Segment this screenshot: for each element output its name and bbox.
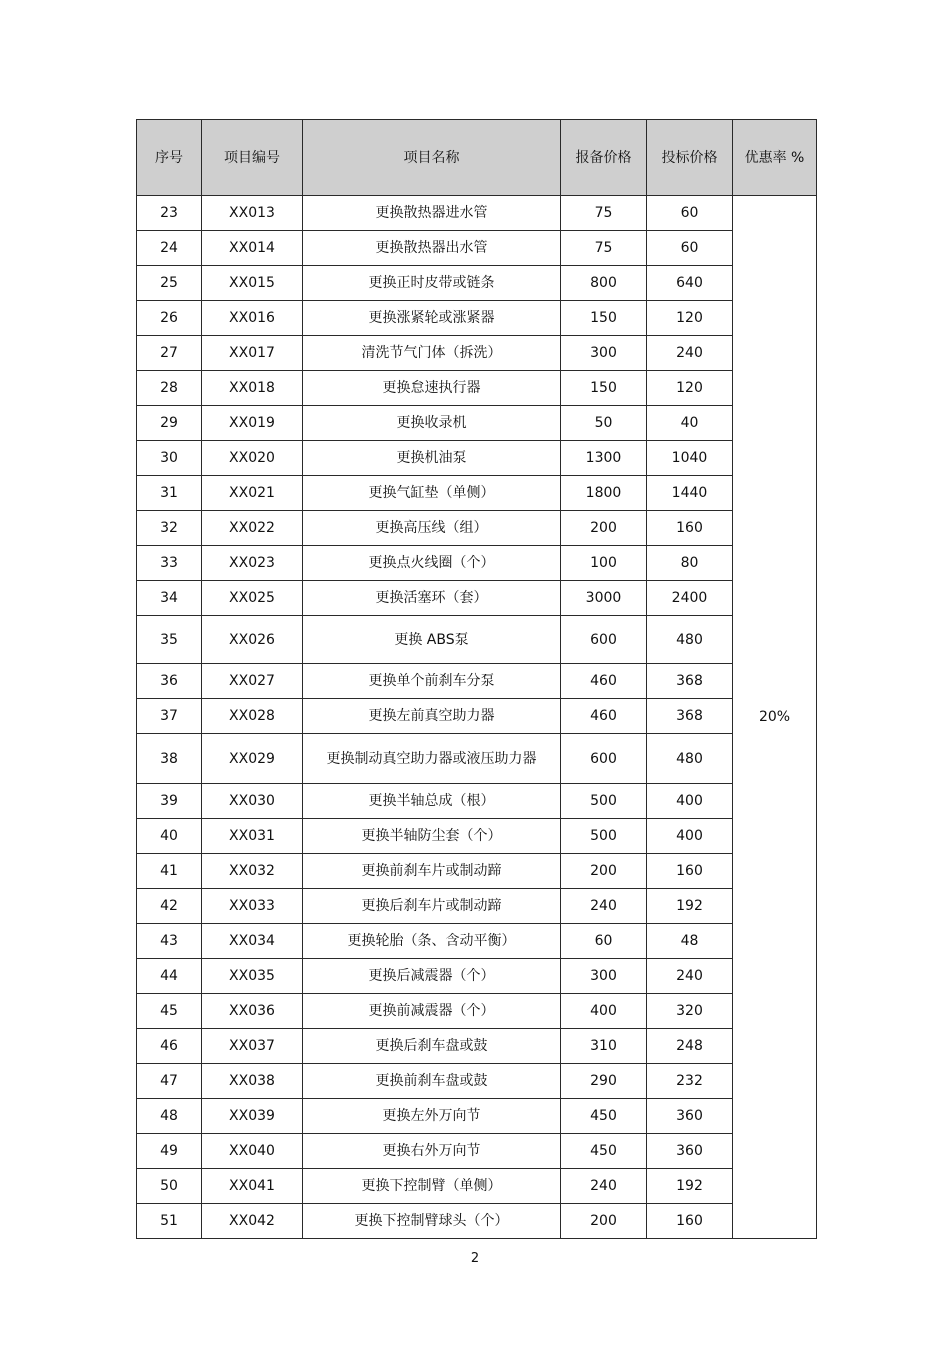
table-row [137, 546, 817, 581]
cell-list-price: 240 [561, 889, 647, 924]
cell-list-price: 200 [561, 1204, 647, 1239]
cell-name: 更换后刹车片或制动蹄 [303, 889, 561, 924]
cell-name: 清洗节气门体（拆洗） [303, 336, 561, 371]
cell-code: XX029 [202, 734, 303, 784]
table-row [137, 1064, 817, 1099]
cell-code: XX021 [202, 476, 303, 511]
cell-name: 更换右外万向节 [303, 1134, 561, 1169]
cell-bid-price: 320 [647, 994, 733, 1029]
cell-seq: 26 [137, 301, 202, 336]
table-row [137, 1134, 817, 1169]
table-row [137, 266, 817, 301]
cell-seq: 48 [137, 1099, 202, 1134]
cell-seq: 23 [137, 196, 202, 231]
cell-code: XX027 [202, 664, 303, 699]
cell-bid-price: 368 [647, 664, 733, 699]
cell-bid-price: 1040 [647, 441, 733, 476]
cell-name: 更换点火线圈（个） [303, 546, 561, 581]
cell-list-price: 3000 [561, 581, 647, 616]
cell-seq: 49 [137, 1134, 202, 1169]
page-number: 2 [470, 1251, 480, 1266]
cell-name: 更换半轴防尘套（个） [303, 819, 561, 854]
cell-name: 更换散热器出水管 [303, 231, 561, 266]
table-row [137, 1099, 817, 1134]
cell-bid-price: 192 [647, 1169, 733, 1204]
cell-name: 更换下控制臂球头（个） [303, 1204, 561, 1239]
cell-bid-price: 60 [647, 196, 733, 231]
cell-name: 更换半轴总成（根） [303, 784, 561, 819]
cell-bid-price: 360 [647, 1134, 733, 1169]
cell-seq: 27 [137, 336, 202, 371]
table-row [137, 1029, 817, 1064]
cell-code: XX014 [202, 231, 303, 266]
cell-code: XX030 [202, 784, 303, 819]
cell-name: 更换左外万向节 [303, 1099, 561, 1134]
cell-name: 更换高压线（组） [303, 511, 561, 546]
cell-name: 更换收录机 [303, 406, 561, 441]
cell-seq: 33 [137, 546, 202, 581]
cell-list-price: 150 [561, 371, 647, 406]
cell-seq: 40 [137, 819, 202, 854]
table-row [137, 889, 817, 924]
cell-list-price: 100 [561, 546, 647, 581]
cell-code: XX016 [202, 301, 303, 336]
cell-code: XX041 [202, 1169, 303, 1204]
cell-bid-price: 240 [647, 336, 733, 371]
cell-bid-price: 160 [647, 511, 733, 546]
cell-seq: 38 [137, 734, 202, 784]
cell-bid-price: 232 [647, 1064, 733, 1099]
cell-bid-price: 2400 [647, 581, 733, 616]
header-discount: 优惠率 % [733, 120, 817, 196]
cell-list-price: 1300 [561, 441, 647, 476]
cell-name: 更换 ABS泵 [303, 616, 561, 664]
cell-seq: 28 [137, 371, 202, 406]
cell-name: 更换下控制臂（单侧） [303, 1169, 561, 1204]
cell-list-price: 800 [561, 266, 647, 301]
cell-code: XX026 [202, 616, 303, 664]
cell-list-price: 50 [561, 406, 647, 441]
cell-code: XX018 [202, 371, 303, 406]
table-row [137, 406, 817, 441]
cell-seq: 45 [137, 994, 202, 1029]
cell-seq: 43 [137, 924, 202, 959]
cell-list-price: 450 [561, 1099, 647, 1134]
cell-list-price: 460 [561, 699, 647, 734]
cell-seq: 50 [137, 1169, 202, 1204]
table-row [137, 581, 817, 616]
cell-discount-rate: 20% [733, 196, 817, 1239]
cell-list-price: 200 [561, 511, 647, 546]
cell-seq: 37 [137, 699, 202, 734]
table-body [137, 196, 817, 1239]
cell-list-price: 75 [561, 196, 647, 231]
cell-code: XX039 [202, 1099, 303, 1134]
table-row [137, 231, 817, 266]
cell-bid-price: 480 [647, 616, 733, 664]
cell-bid-price: 80 [647, 546, 733, 581]
cell-code: XX036 [202, 994, 303, 1029]
cell-name: 更换机油泵 [303, 441, 561, 476]
header-list-price: 报备价格 [561, 120, 647, 196]
price-table [136, 119, 817, 1239]
cell-name: 更换气缸垫（单侧） [303, 476, 561, 511]
cell-seq: 24 [137, 231, 202, 266]
cell-code: XX031 [202, 819, 303, 854]
cell-name: 更换左前真空助力器 [303, 699, 561, 734]
cell-bid-price: 480 [647, 734, 733, 784]
cell-seq: 41 [137, 854, 202, 889]
cell-bid-price: 240 [647, 959, 733, 994]
cell-bid-price: 400 [647, 784, 733, 819]
cell-list-price: 300 [561, 336, 647, 371]
cell-list-price: 450 [561, 1134, 647, 1169]
cell-code: XX040 [202, 1134, 303, 1169]
cell-seq: 46 [137, 1029, 202, 1064]
cell-code: XX035 [202, 959, 303, 994]
cell-bid-price: 400 [647, 819, 733, 854]
cell-list-price: 600 [561, 616, 647, 664]
cell-bid-price: 1440 [647, 476, 733, 511]
cell-bid-price: 368 [647, 699, 733, 734]
table-row [137, 196, 817, 231]
cell-bid-price: 192 [647, 889, 733, 924]
cell-seq: 34 [137, 581, 202, 616]
table-row [137, 924, 817, 959]
cell-code: XX034 [202, 924, 303, 959]
table-row [137, 994, 817, 1029]
cell-name: 更换后刹车盘或鼓 [303, 1029, 561, 1064]
cell-list-price: 310 [561, 1029, 647, 1064]
cell-list-price: 400 [561, 994, 647, 1029]
cell-code: XX028 [202, 699, 303, 734]
table-row [137, 819, 817, 854]
cell-bid-price: 640 [647, 266, 733, 301]
table-row [137, 854, 817, 889]
header-name: 项目名称 [303, 120, 561, 196]
cell-code: XX020 [202, 441, 303, 476]
table-row [137, 1169, 817, 1204]
cell-name: 更换正时皮带或链条 [303, 266, 561, 301]
cell-seq: 35 [137, 616, 202, 664]
table-row [137, 371, 817, 406]
cell-code: XX015 [202, 266, 303, 301]
table-row [137, 441, 817, 476]
table-row [137, 784, 817, 819]
cell-bid-price: 160 [647, 854, 733, 889]
cell-code: XX032 [202, 854, 303, 889]
cell-name: 更换前刹车片或制动蹄 [303, 854, 561, 889]
cell-seq: 47 [137, 1064, 202, 1099]
cell-bid-price: 160 [647, 1204, 733, 1239]
cell-list-price: 240 [561, 1169, 647, 1204]
cell-name: 更换前减震器（个） [303, 994, 561, 1029]
cell-list-price: 290 [561, 1064, 647, 1099]
cell-bid-price: 40 [647, 406, 733, 441]
table-row [137, 1204, 817, 1239]
cell-code: XX017 [202, 336, 303, 371]
cell-seq: 44 [137, 959, 202, 994]
cell-bid-price: 120 [647, 371, 733, 406]
cell-seq: 30 [137, 441, 202, 476]
cell-code: XX033 [202, 889, 303, 924]
cell-seq: 39 [137, 784, 202, 819]
cell-seq: 42 [137, 889, 202, 924]
table-row [137, 664, 817, 699]
table-row [137, 476, 817, 511]
cell-code: XX022 [202, 511, 303, 546]
cell-seq: 32 [137, 511, 202, 546]
cell-list-price: 600 [561, 734, 647, 784]
cell-list-price: 200 [561, 854, 647, 889]
cell-name: 更换后减震器（个） [303, 959, 561, 994]
table-row [137, 336, 817, 371]
cell-name: 更换涨紧轮或涨紧器 [303, 301, 561, 336]
header-code: 项目编号 [202, 120, 303, 196]
cell-seq: 51 [137, 1204, 202, 1239]
cell-code: XX042 [202, 1204, 303, 1239]
cell-name: 更换单个前刹车分泵 [303, 664, 561, 699]
cell-seq: 36 [137, 664, 202, 699]
cell-bid-price: 248 [647, 1029, 733, 1064]
cell-code: XX013 [202, 196, 303, 231]
cell-list-price: 460 [561, 664, 647, 699]
cell-name: 更换制动真空助力器或液压助力器 [303, 734, 561, 784]
cell-list-price: 1800 [561, 476, 647, 511]
cell-bid-price: 120 [647, 301, 733, 336]
cell-bid-price: 60 [647, 231, 733, 266]
cell-code: XX023 [202, 546, 303, 581]
cell-bid-price: 48 [647, 924, 733, 959]
cell-seq: 31 [137, 476, 202, 511]
table-row [137, 616, 817, 664]
cell-seq: 29 [137, 406, 202, 441]
cell-seq: 25 [137, 266, 202, 301]
cell-list-price: 500 [561, 784, 647, 819]
table-row [137, 699, 817, 734]
cell-name: 更换怠速执行器 [303, 371, 561, 406]
cell-code: XX037 [202, 1029, 303, 1064]
cell-name: 更换活塞环（套） [303, 581, 561, 616]
cell-list-price: 500 [561, 819, 647, 854]
header-seq: 序号 [137, 120, 202, 196]
table-header-row [137, 120, 817, 196]
cell-list-price: 150 [561, 301, 647, 336]
header-bid-price: 投标价格 [647, 120, 733, 196]
table-row [137, 511, 817, 546]
cell-code: XX038 [202, 1064, 303, 1099]
cell-name: 更换散热器进水管 [303, 196, 561, 231]
cell-code: XX019 [202, 406, 303, 441]
cell-list-price: 75 [561, 231, 647, 266]
table-row [137, 734, 817, 784]
cell-bid-price: 360 [647, 1099, 733, 1134]
cell-name: 更换轮胎（条、含动平衡） [303, 924, 561, 959]
cell-code: XX025 [202, 581, 303, 616]
table-row [137, 301, 817, 336]
cell-list-price: 300 [561, 959, 647, 994]
table-row [137, 959, 817, 994]
cell-name: 更换前刹车盘或鼓 [303, 1064, 561, 1099]
cell-list-price: 60 [561, 924, 647, 959]
